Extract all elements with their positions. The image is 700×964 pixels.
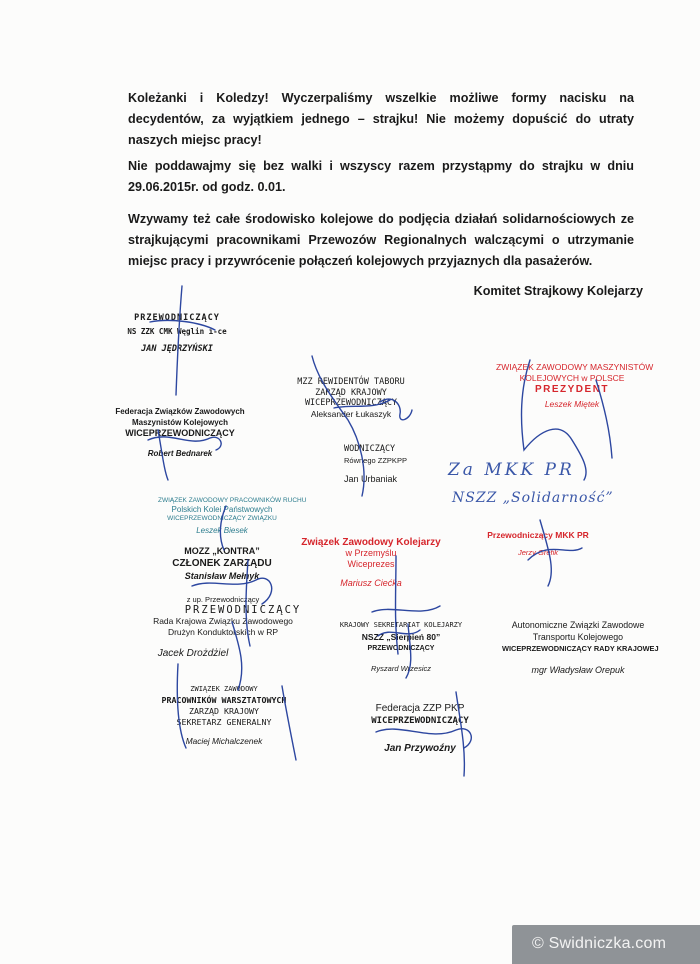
stamp-zzk-title: PRZEWODNICZĄCY — [134, 313, 220, 323]
stamp-fm-title: WICEPRZEWODNICZĄCY — [125, 428, 235, 438]
stamp-azz-name: mgr Władysław Orepuk — [531, 664, 625, 675]
stamp-mzz-title: WICEPRZEWODNICZĄCY — [304, 398, 398, 408]
stamp-zzk-name: JAN JĘDRZYŃSKI — [141, 344, 213, 354]
stamp-azz-title: WICEPRZEWODNICZĄCY RADY KRAJOWEJ — [502, 644, 659, 653]
stamp-zzpkpp-title: WODNICZĄCY — [344, 444, 396, 454]
stamp-zzm-line2: KOLEJOWYCH w POLSCE — [519, 373, 625, 383]
stamp-ruchu-line2: Polskich Kolei Państwowych — [171, 505, 273, 514]
stamp-przemysl-line1: Związek Zawodowy Kolejarzy — [301, 537, 441, 548]
stamp-przemysl-title: Wiceprezes — [347, 559, 395, 569]
stamp-ruchu-title: WICEPRZEWODNICZĄCY ZWIĄZKU — [167, 515, 277, 522]
stamp-kond-line3: Rada Krajowa Związku Zawodowego — [153, 616, 293, 626]
stamp-s80-line2: NSZZ „Sierpień 80” — [361, 631, 441, 642]
watermark-badge — [512, 925, 700, 964]
stamp-zzpkpp — [344, 444, 424, 485]
stamp-ww-line3: ZARZĄD KRAJOWY — [189, 706, 259, 716]
stamp-ruchu-line1: ZWIĄZEK ZAWODOWY PRACOWNIKÓW RUCHU — [158, 497, 307, 504]
stamp-konduktorow — [108, 594, 338, 659]
stamp-fm-line2: Maszynistów Kolejowych — [131, 417, 229, 427]
stamp-zzpkpp-name: Jan Urbaniak — [344, 474, 398, 484]
stamp-warsztatowych — [136, 684, 312, 747]
stamp-autonomiczne — [502, 620, 659, 676]
stamp-zzk-przemysl — [296, 537, 446, 589]
stamp-s80-name: Ryszard Wrzesicz — [370, 663, 431, 673]
stamp-zzm — [496, 362, 654, 410]
stamp-fzzp-title: WICEPRZEWODNICZĄCY — [371, 716, 469, 726]
handwritten-line2: NSZZ „Solidarność” — [452, 490, 614, 506]
stamp-zzm-line1: ZWIĄZEK ZAWODOWY MASZYNISTÓW — [496, 362, 654, 372]
stamp-fm-line1: Federacja Związków Zawodowych — [115, 407, 245, 416]
committee-signature-line: Komitet Strajkowy Kolejarzy — [473, 284, 643, 298]
stamp-zzk — [112, 312, 242, 356]
stamp-zzm-name: Leszek Miętek — [544, 399, 600, 409]
stamp-s80-line1: KRAJOWY SEKRETARIAT KOLEJARZY — [339, 621, 463, 629]
stamp-przemysl-name: Mariusz Ciećka — [340, 578, 402, 588]
stamp-kontra-title: CZŁONEK ZARZĄDU — [172, 557, 272, 569]
stamp-fzzp-line1: Federacja ZZP PKP — [375, 703, 465, 714]
stamp-fzzp-name: Jan Przywoźny — [384, 743, 456, 754]
stamp-ww-name: Maciej Michalczenek — [185, 736, 263, 746]
watermark-text: © Swidniczka.com — [532, 935, 667, 952]
stamp-s80-title: PRZEWODNICZĄCY — [367, 645, 435, 652]
stamp-kontra-line1: MOZZ „KONTRA” — [184, 546, 260, 556]
stamp-federacja-maszynistow — [92, 407, 268, 459]
stamp-kontra-name: Stanisław Mełnyk — [184, 571, 260, 581]
stamp-federacja-zzp — [336, 702, 504, 755]
stamp-mzz-line2: ZARZĄD KRAJOWY — [315, 387, 387, 398]
stamp-kond-name: Jacek Drożdżiel — [157, 648, 229, 659]
stamp-sierpien80 — [326, 620, 476, 674]
stamp-azz-line2: Transportu Kolejowego — [532, 631, 624, 642]
stamp-mkk-title: Przewodniczący MKK PR — [487, 530, 589, 540]
stamp-kond-line1: z up. Przewodniczący — [186, 595, 260, 604]
letter-paragraph-1: Koleżanki i Koledzy! Wyczerpaliśmy wszelkie możliwe formy nacisku na decydentów, za wyjątkiem jednego – strajku! Nie możemy dopuścić do utraty naszych miejsc pracy! — [128, 91, 634, 147]
stamp-kond-title: PRZEWODNICZĄCY — [184, 604, 302, 616]
stamp-fm-name: Robert Bednarek — [147, 448, 213, 458]
handwritten-note — [448, 456, 614, 512]
stamp-azz-line1: Autonomiczne Związki Zawodowe — [511, 620, 645, 630]
stamp-kontra — [152, 546, 292, 583]
stamp-kond-line4: Drużyn Konduktorskich w RP — [167, 627, 279, 637]
stamp-ww-line1: ZWIĄZEK ZAWODOWY — [190, 685, 258, 693]
handwritten-line1: Za MKK PR — [448, 460, 575, 480]
stamp-ww-line2: PRACOWNIKÓW WARSZTATOWYCH — [161, 695, 287, 705]
stamp-ruchu-name: Leszek Biesek — [196, 526, 248, 535]
stamp-zzpkpp-org: Równego ZZPKPP — [344, 456, 407, 465]
stamp-zzm-title: PREZYDENT — [534, 384, 610, 395]
stamp-mkk-pr — [478, 529, 598, 559]
stamp-ww-title: SEKRETARZ GENERALNY — [176, 717, 272, 727]
stamp-mzz-name: Aleksander Łukaszyk — [310, 408, 392, 419]
stamp-mzz-rewidentow — [276, 377, 426, 419]
stamp-mzz-line1: MZZ REWIDENTÓW TABORU — [297, 377, 405, 387]
letter-paragraph-2: Nie poddawajmy się bez walki i wszyscy razem przystąpmy do strajku w dniu 29.06.2015r. od godz. 0.01. — [128, 159, 634, 194]
stamp-przemysl-line2: w Przemyślu — [345, 548, 397, 558]
letter-paragraph-3: Wzywamy też całe środowisko kolejowe do podjęcia działań solidarnościowych ze strajkującymi pracownikami Przewozów Regionalnych walczącymi o utrzymanie miejsc pracy i przywrócenie połączeń kolejowych przyjaznych dla pasażerów. — [128, 212, 634, 268]
stamp-zzk-org: NS ZZK CMK Węglin i-ce — [127, 327, 227, 336]
stamp-ruchu — [158, 496, 307, 535]
stamp-mkk-name: Jerzy Grefik — [517, 548, 558, 557]
